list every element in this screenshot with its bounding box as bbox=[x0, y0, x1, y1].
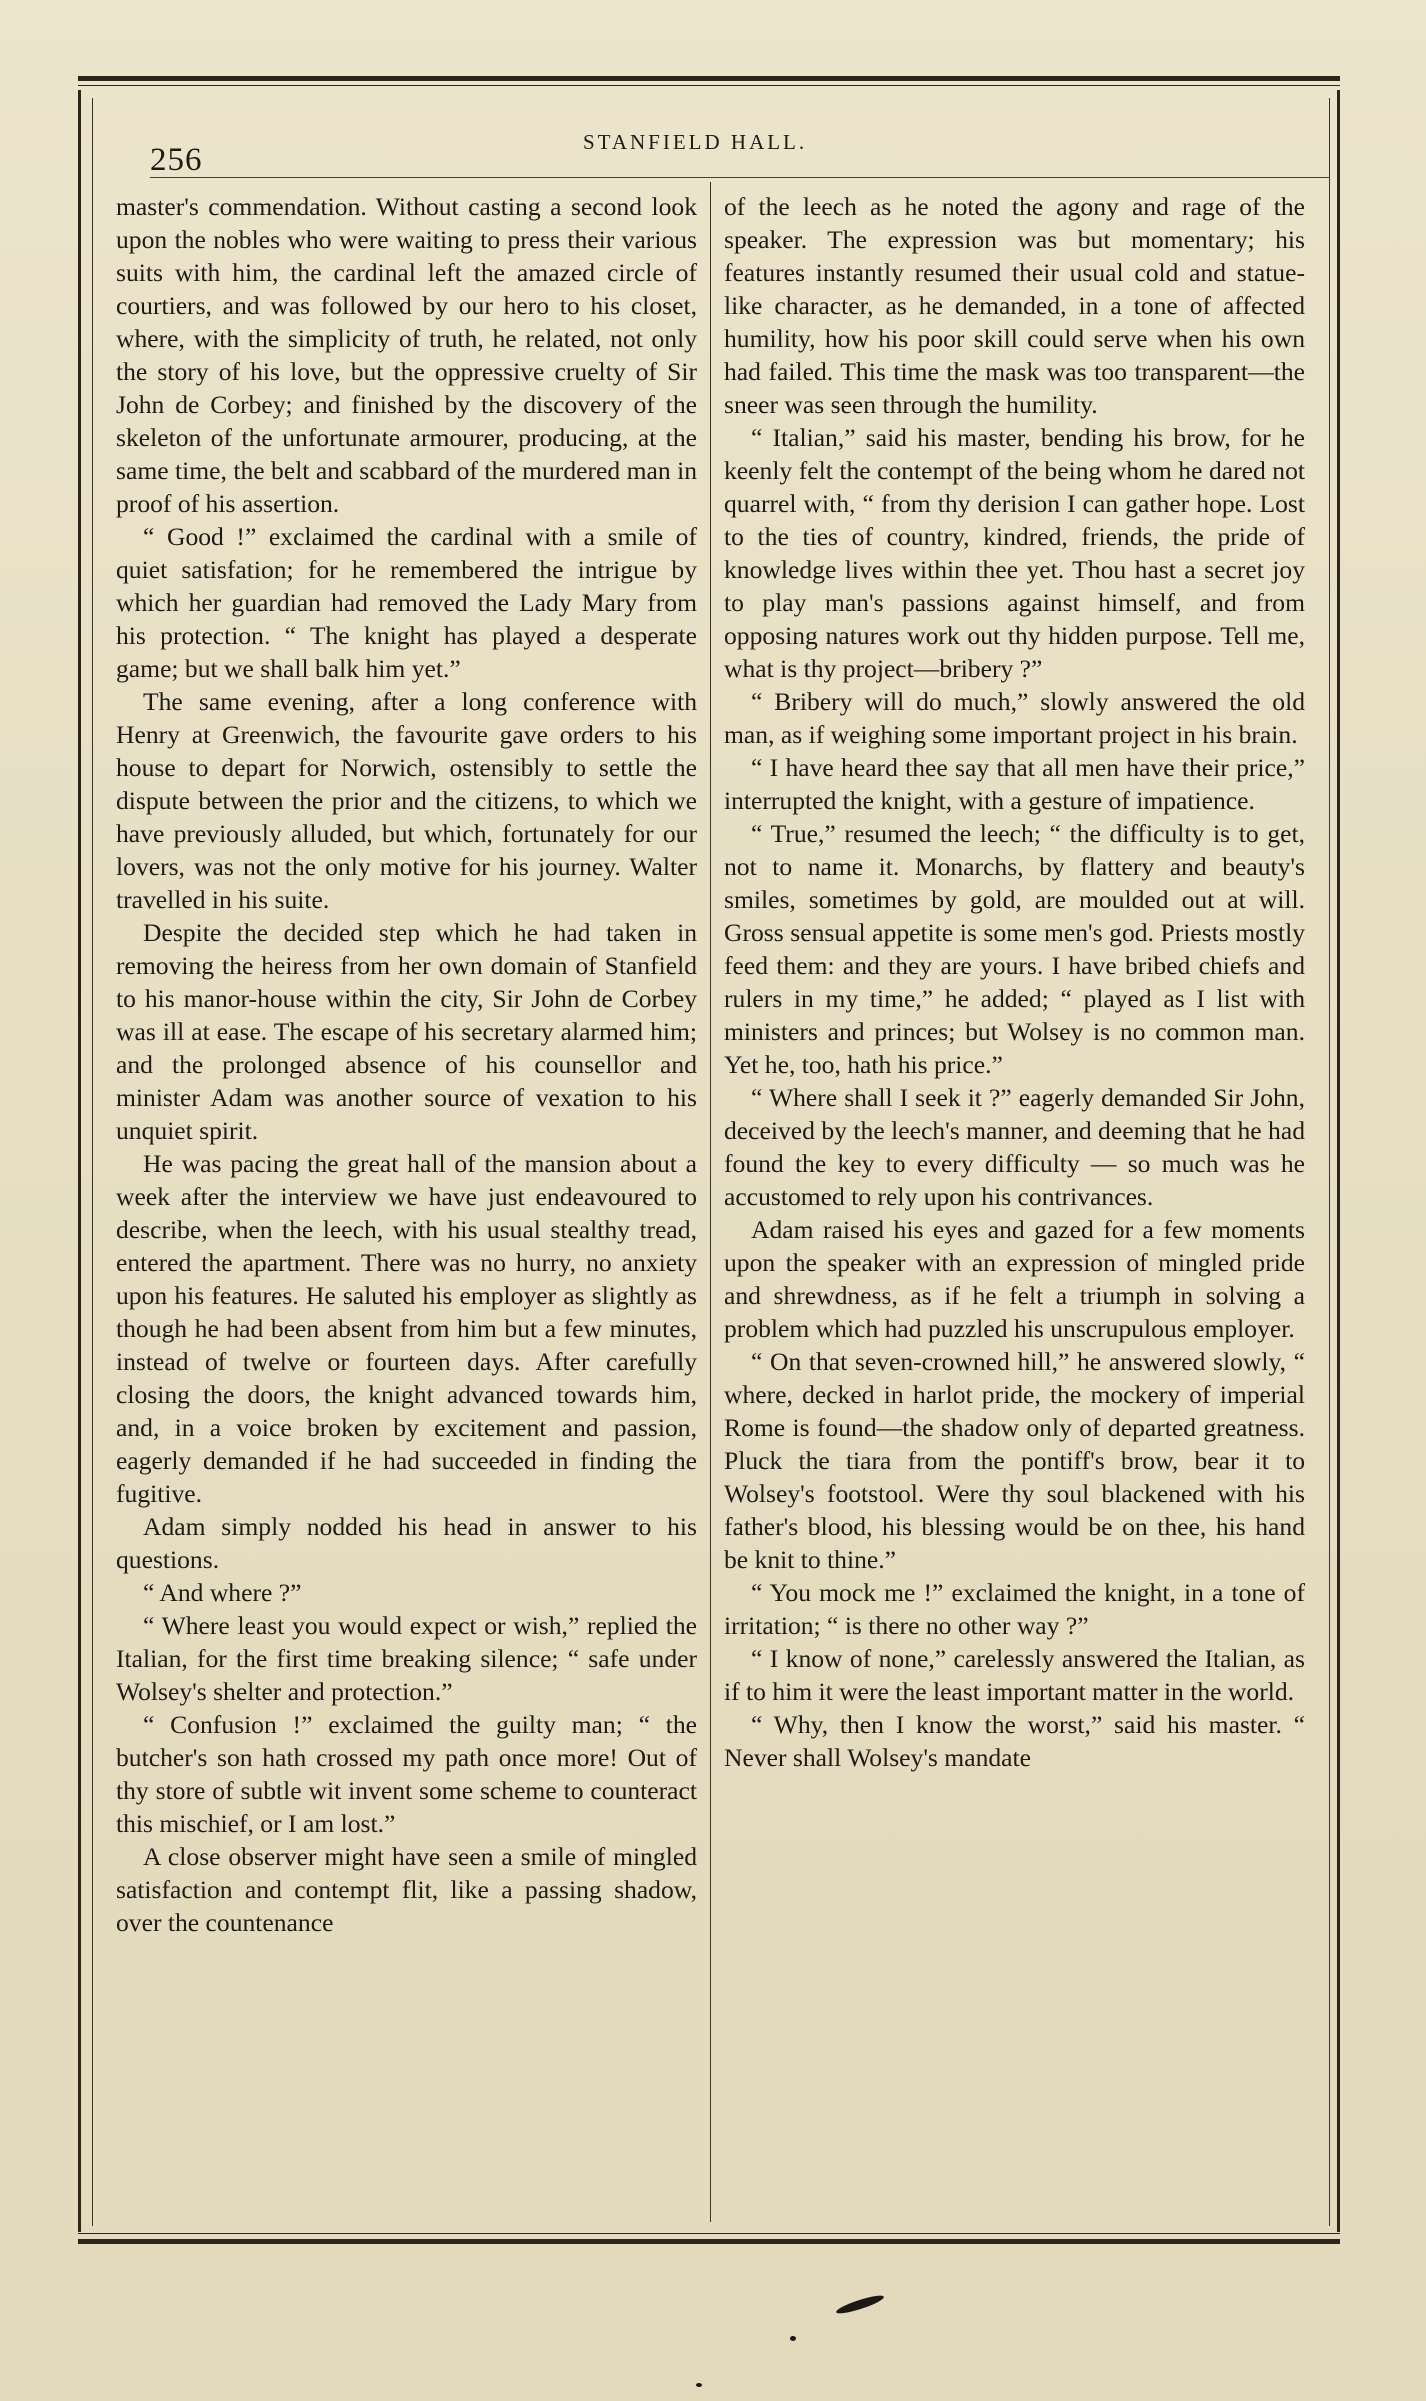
right-column bbox=[724, 190, 1305, 1774]
paragraph: A close observer might have seen a smile of mingled satisfaction and contempt flit, like a passing shadow, over the countenance bbox=[116, 1842, 697, 1937]
paragraph: “ Bribery will do much,” slowly answered the old man, as if weighing some important project in his brain. bbox=[724, 687, 1305, 749]
paragraph: “ Good !” exclaimed the cardinal with a smile of quiet satisfation; for he remembered the intrigue by which her guardian had removed the Lady Mary from his protection. “ The knight has played a desperate game; but we shall balk him yet.” bbox=[116, 522, 697, 683]
top-border-rule bbox=[78, 76, 1340, 86]
paragraph: Adam simply nodded his head in answer to his questions. bbox=[116, 1512, 697, 1574]
column-divider bbox=[710, 182, 711, 2222]
bottom-border-rule bbox=[78, 2233, 1340, 2244]
paragraph: “ Confusion !” exclaimed the guilty man; “ the butcher's son hath crossed my path once more! Out of thy store of subtle wit invent some scheme to counteract this mischief, or I am lost.” bbox=[116, 1710, 697, 1838]
paragraph: “ True,” resumed the leech; “ the difficulty is to get, not to name it. Monarchs, by flattery and beauty's smiles, sometimes by gold, are moulded out at will. Gross sensual appetite is some men's god. Priests mostly feed them: and they are yours. I have bribed chiefs and rulers in my time,” he added; “ played as I list with ministers and princes; but Wolsey is no common man. Yet he, too, hath his price.” bbox=[724, 819, 1305, 1079]
left-column bbox=[116, 190, 697, 1939]
header-rule bbox=[150, 177, 1330, 178]
paragraph: “ Where least you would expect or wish,” replied the Italian, for the first time breaking silence; “ safe under Wolsey's shelter and protection.” bbox=[116, 1611, 697, 1706]
page-number: 256 bbox=[150, 142, 203, 178]
paragraph: “ And where ?” bbox=[143, 1578, 302, 1607]
paragraph: Adam raised his eyes and gazed for a few moments upon the speaker with an expression of mingled pride and shrewdness, as if he felt a triumph in solving a problem which had puzzled his unscrupulous employer. bbox=[724, 1215, 1305, 1343]
paragraph: “ Why, then I know the worst,” said his master. “ Never shall Wolsey's mandate bbox=[724, 1710, 1305, 1772]
paragraph: “ I know of none,” carelessly answered the Italian, as if to him it were the least important matter in the world. bbox=[724, 1644, 1305, 1706]
paragraph: “ I have heard thee say that all men have their price,” interrupted the knight, with a gesture of impatience. bbox=[724, 753, 1305, 815]
paragraph: “ Where shall I seek it ?” eagerly demanded Sir John, deceived by the leech's manner, and deeming that he had found the key to every difficulty — so much was he accustomed to rely upon his contrivances. bbox=[724, 1083, 1305, 1211]
ink-speck bbox=[696, 2383, 702, 2387]
ink-speck bbox=[790, 2336, 796, 2341]
paragraph: “ Italian,” said his master, bending his brow, for he keenly felt the contempt of the being whom he dared not quarrel with, “ from thy derision I can gather hope. Lost to the ties of country, kindred, friends, the pride of knowledge lives within thee yet. Thou hast a secret joy to play man's passions against himself, and from opposing natures work out thy hidden purpose. Tell me, what is thy project—bribery ?” bbox=[724, 423, 1305, 683]
paragraph: Despite the decided step which he had taken in removing the heiress from her own domain of Stanfield to his manor-house within the city, Sir John de Corbey was ill at ease. The escape of his secretary alarmed him; and the prolonged absence of his counsellor and minister Adam was another source of vexation to his unquiet spirit. bbox=[116, 918, 697, 1145]
paragraph: “ On that seven-crowned hill,” he answered slowly, “ where, decked in harlot pride, the mockery of imperial Rome is found—the shadow only of departed greatness. Pluck the tiara from the pontiff's brow, bear it to Wolsey's footstool. Were thy soul blackened with his father's blood, his blessing would be on thee, his hand be knit to thine.” bbox=[724, 1347, 1305, 1574]
paragraph: The same evening, after a long conference with Henry at Greenwich, the favourite gave orders to his house to depart for Norwich, ostensibly to settle the dispute between the prior and the citizens, to which we have previously alluded, but which, fortunately for our lovers, was not the only motive for his journey. Walter travelled in his suite. bbox=[116, 687, 697, 914]
running-title: STANFIELD HALL. bbox=[583, 130, 808, 154]
paragraph: “ You mock me !” exclaimed the knight, in a tone of irritation; “ is there no other way ?” bbox=[724, 1578, 1305, 1640]
paragraph: He was pacing the great hall of the mansion about a week after the interview we have just endeavoured to describe, when the leech, with his usual stealthy tread, entered the apartment. There was no hurry, no anxiety upon his features. He saluted his employer as slightly as though he had been absent from him but a few minutes, instead of twelve or fourteen days. After carefully closing the doors, the knight advanced towards him, and, in a voice broken by excitement and passion, eagerly demanded if he had succeeded in finding the fugitive. bbox=[116, 1149, 697, 1508]
paragraph: master's commendation. Without casting a second look upon the nobles who were waiting to press their various suits with him, the cardinal left the amazed circle of courtiers, and was followed by our hero to his closet, where, with the simplicity of truth, he related, not only the story of his love, but the oppressive cruelty of Sir John de Corbey; and finished by the discovery of the skeleton of the unfortunate armourer, producing, at the same time, the belt and scabbard of the murdered man in proof of his assertion. bbox=[116, 192, 697, 518]
paragraph: of the leech as he noted the agony and rage of the speaker. The expression was but momentary; his features instantly resumed their usual cold and statue-like character, as he demanded, in a tone of affected humility, how his poor skill could serve when his own had failed. This time the mask was too transparent—the sneer was seen through the humility. bbox=[724, 192, 1305, 419]
